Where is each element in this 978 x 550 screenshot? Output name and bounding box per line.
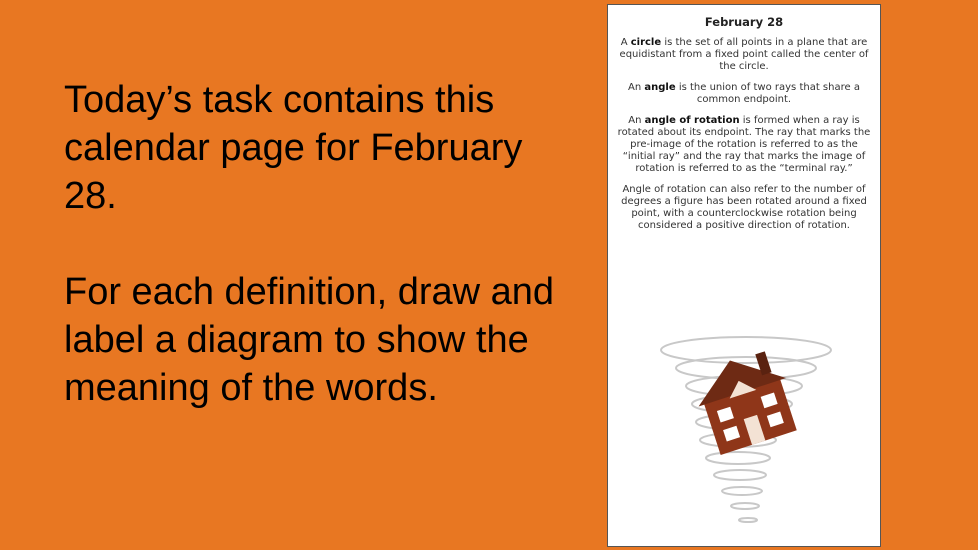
slide-instructions bbox=[64, 76, 564, 412]
definition-circle: A circle is the set of all points in a plane that are equidistant from a fixed point called the center of the circle. bbox=[619, 37, 869, 72]
definition-angle-of-rotation: An angle of rotation is formed when a ray is rotated about its endpoint. The ray that marks the pre-image of the rotation is referred to as the “initial ray” and the ray that marks the image of rotation is referred to as the “terminal ray.” bbox=[617, 115, 871, 174]
tornado-house-icon bbox=[646, 330, 846, 545]
calendar-date: February 28 bbox=[704, 15, 784, 29]
task-paragraph: Today’s task contains this calendar page for February 28. bbox=[64, 79, 523, 217]
directions-paragraph: For each definition, draw and label a diagram to show the meaning of the words. bbox=[64, 271, 555, 409]
calendar-page bbox=[607, 4, 881, 547]
definition-angle: An angle is the union of two rays that share a common endpoint. bbox=[628, 82, 860, 105]
definition-angle-degrees: Angle of rotation can also refer to the number of degrees a figure has been rotated around a fixed point, with a counterclockwise rotation being considered a positive direction of rotation. bbox=[621, 184, 867, 231]
